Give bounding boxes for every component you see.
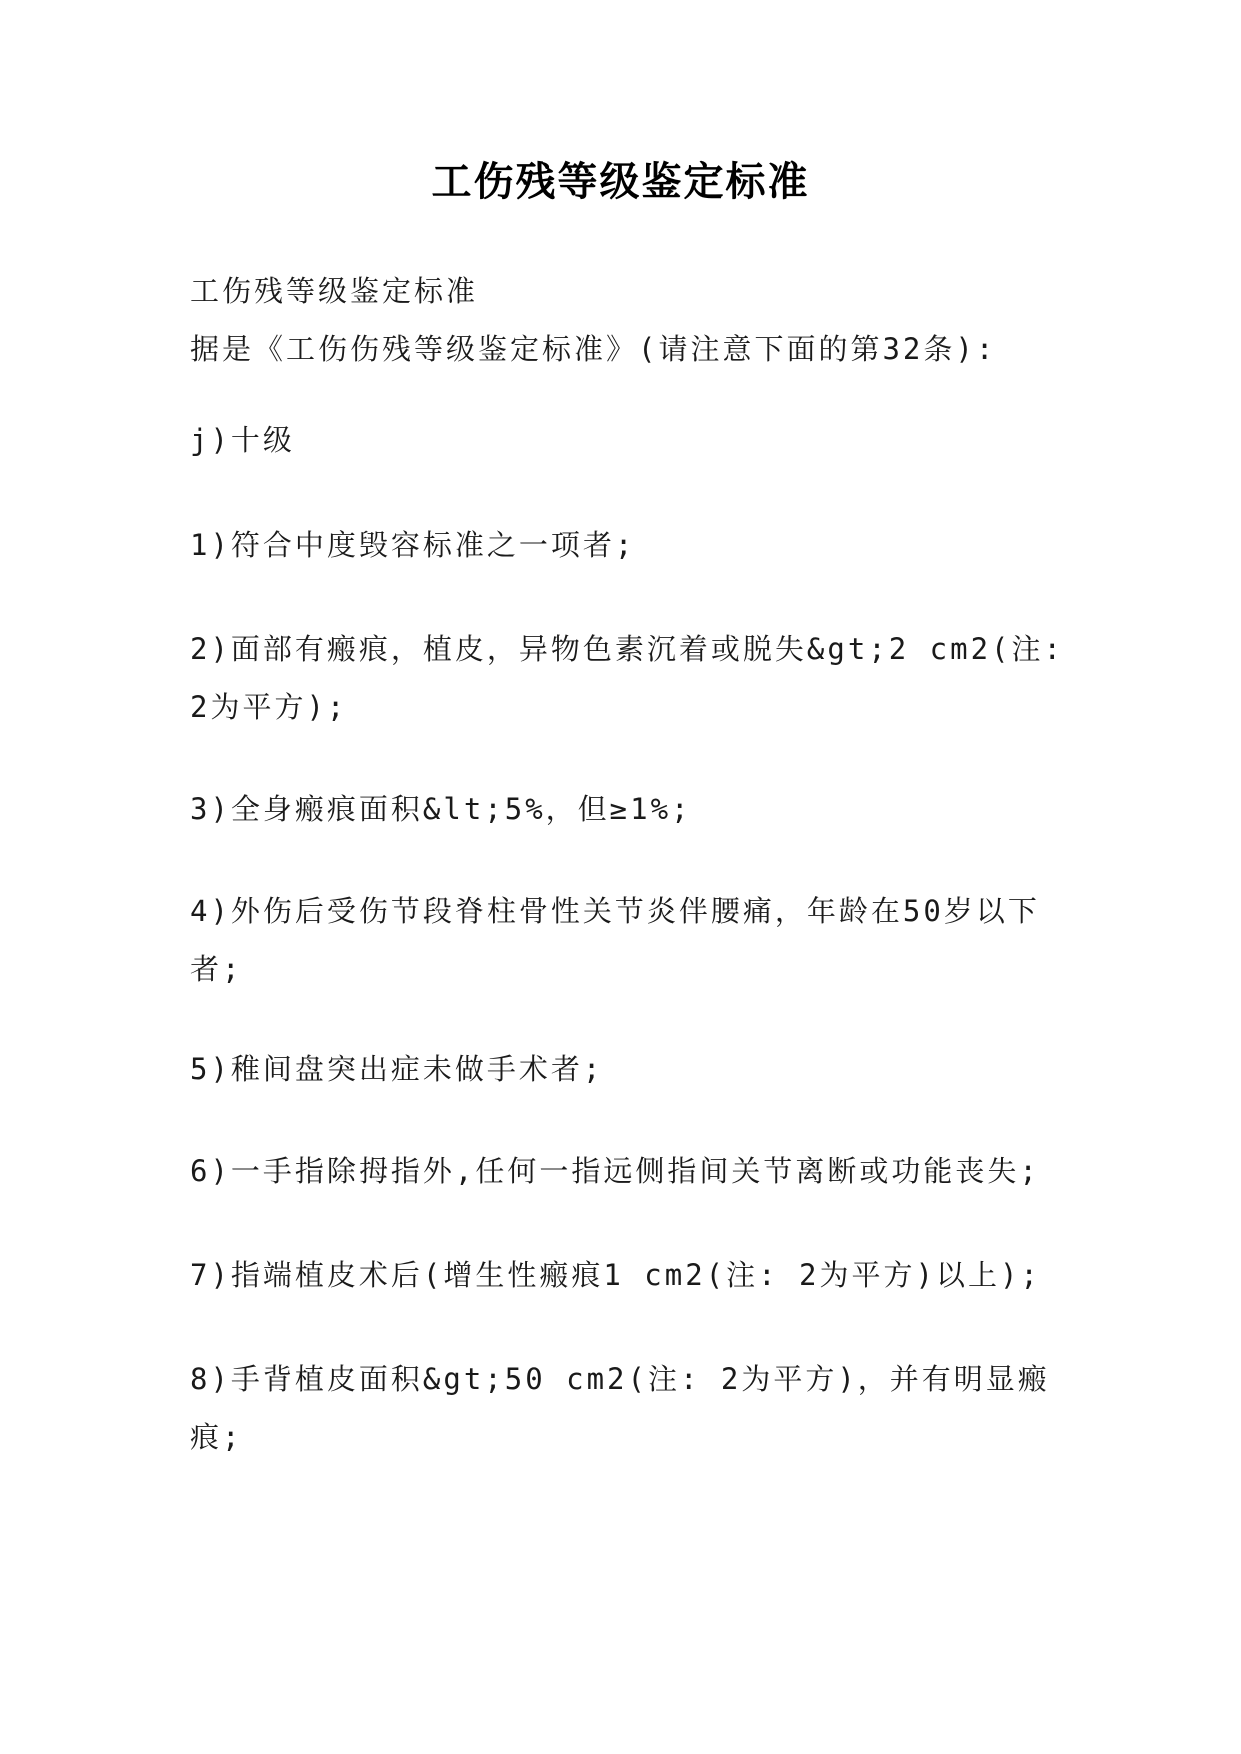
list-item: 5)稚间盘突出症未做手术者; bbox=[190, 1052, 604, 1086]
list-item: 6)一手指除拇指外,任何一指远侧指间关节离断或功能丧失; bbox=[190, 1154, 1040, 1188]
list-item: 3)全身瘢痕面积&lt;5%，但≥1%; bbox=[190, 792, 692, 826]
grade-heading: j)十级 bbox=[190, 423, 295, 457]
list-item: 4)外伤后受伤节段脊柱骨性关节炎伴腰痛，年龄在50岁以下者; bbox=[190, 894, 1040, 986]
list-item: 2)面部有瘢痕，植皮，异物色素沉着或脱失&gt;2 cm2(注: 2为平方); bbox=[190, 632, 1064, 724]
list-item: 7)指端植皮术后(增生性瘢痕1 cm2(注: 2为平方)以上); bbox=[190, 1258, 1041, 1292]
document-title: 工伤残等级鉴定标准 bbox=[431, 158, 810, 205]
document-subtitle: 工伤残等级鉴定标准 bbox=[190, 274, 479, 308]
intro-paragraph: 据是《工伤伤残等级鉴定标准》(请注意下面的第32条): bbox=[190, 332, 997, 366]
list-item: 8)手背植皮面积&gt;50 cm2(注: 2为平方)，并有明显瘢痕; bbox=[190, 1362, 1050, 1454]
list-item: 1)符合中度毁容标准之一项者; bbox=[190, 528, 636, 562]
